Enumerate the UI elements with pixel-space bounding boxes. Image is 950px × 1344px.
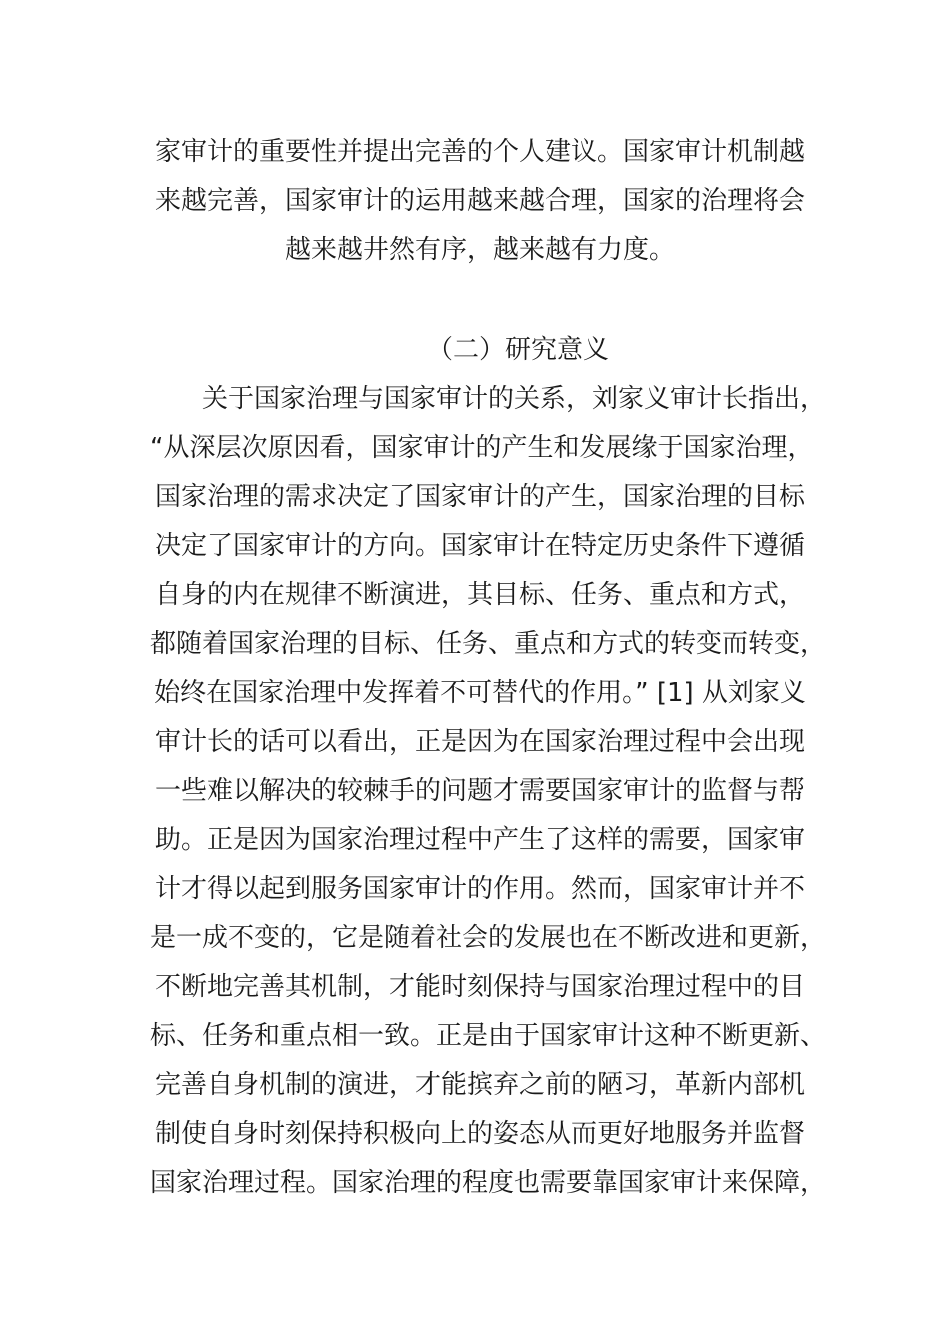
text-line: 制使自身时刻保持积极向上的姿态从而更好地服务并监督 bbox=[154, 1119, 805, 1149]
text-line: 国家治理的需求决定了国家审计的产生，国家治理的目标 bbox=[154, 482, 805, 512]
section-heading bbox=[150, 326, 810, 375]
text-line: 自身的内在规律不断演进，其目标、任务、重点和方式， bbox=[154, 580, 805, 610]
text-line: 决定了国家审计的方向。国家审计在特定历史条件下遵循 bbox=[154, 531, 805, 561]
text-line: 家审计的重要性并提出完善的个人建议。国家审计机制越 bbox=[154, 137, 805, 167]
text-line: 都随着国家治理的目标、任务、重点和方式的转变而转变， bbox=[150, 629, 827, 659]
section-heading-text: （二）研究意义 bbox=[426, 335, 609, 365]
text-line: 始终在国家治理中发挥着不可替代的作用。” [1] 从刘家义 bbox=[154, 678, 806, 708]
text-line: 关于国家治理与国家审计的关系，刘家义审计长指出， bbox=[150, 384, 827, 414]
text-line: 完善自身机制的演进，才能摈弃之前的陋习，革新内部机 bbox=[154, 1070, 805, 1100]
text-line: 国家治理过程。国家治理的程度也需要靠国家审计来保障， bbox=[150, 1168, 827, 1198]
body-paragraph bbox=[150, 375, 827, 1208]
text-line: 不断地完善其机制，才能时刻保持与国家治理过程中的目 bbox=[154, 972, 805, 1002]
text-line: 越来越井然有序，越来越有力度。 bbox=[284, 235, 675, 265]
text-line: 标、任务和重点相一致。正是由于国家审计这种不断更新、 bbox=[150, 1021, 827, 1051]
text-line: 助。正是因为国家治理过程中产生了这样的需要，国家审 bbox=[154, 825, 805, 855]
text-line: 计才得以起到服务国家审计的作用。然而，国家审计并不 bbox=[154, 874, 805, 904]
text-line: 审计长的话可以看出，正是因为在国家治理过程中会出现 bbox=[154, 727, 805, 757]
text-line: “从深层次原因看，国家审计的产生和发展缘于国家治理， bbox=[150, 433, 814, 463]
text-line: 是一成不变的，它是随着社会的发展也在不断改进和更新， bbox=[150, 923, 827, 953]
text-line: 来越完善，国家审计的运用越来越合理，国家的治理将会 bbox=[154, 186, 805, 216]
text-line: 一些难以解决的较棘手的问题才需要国家审计的监督与帮 bbox=[154, 776, 805, 806]
intro-paragraph bbox=[150, 128, 810, 275]
